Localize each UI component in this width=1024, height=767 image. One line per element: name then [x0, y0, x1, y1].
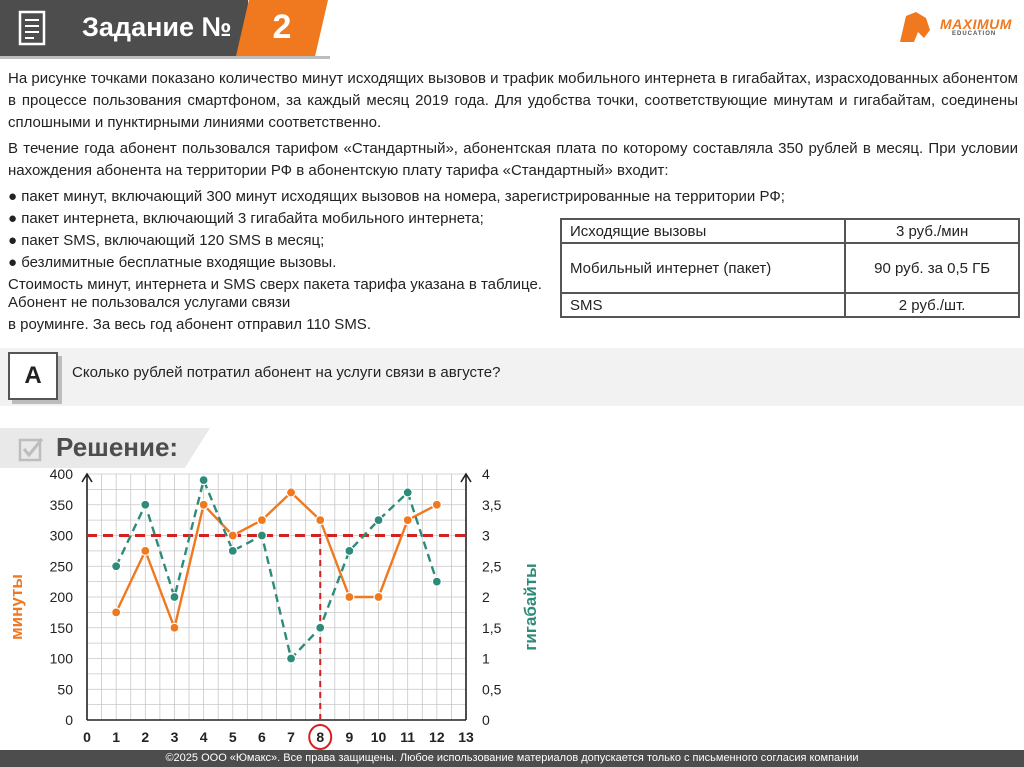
gigabytes-data-point [170, 593, 179, 602]
table-cell-price: 2 руб./шт. [845, 293, 1019, 317]
minutes-data-point [112, 608, 121, 617]
y-left-tick-label: 250 [49, 558, 73, 575]
bullet-sms: ● пакет SMS, включающий 120 SMS в месяц; [8, 232, 325, 249]
y-right-tick-label: 2 [482, 589, 490, 605]
y-right-tick-label: 1,5 [482, 619, 502, 636]
gigabytes-data-point [112, 562, 121, 571]
x-tick-label: 0 [83, 729, 91, 745]
y-right-tick-label: 0 [482, 712, 490, 728]
minutes-data-point [374, 593, 383, 602]
gigabytes-data-point [374, 516, 383, 525]
gigabytes-data-point [228, 546, 237, 555]
x-tick-label: 6 [258, 729, 266, 745]
y-right-tick-label: 3,5 [482, 496, 502, 513]
minutes-data-point [345, 593, 354, 602]
gigabytes-data-point [345, 546, 354, 555]
logo-subtext: EDUCATION [952, 31, 997, 37]
header [0, 0, 1024, 64]
y-right-tick-label: 3 [482, 527, 490, 544]
gigabytes-data-point [432, 577, 441, 586]
minutes-data-point [287, 488, 296, 497]
y-left-tick-label: 400 [49, 466, 73, 482]
checkbox-check-icon [18, 436, 44, 462]
table-cell-price: 3 руб./мин [845, 219, 1019, 243]
tariff-table [560, 218, 1020, 318]
task-title: Задание № [82, 12, 232, 42]
y-left-tick-label: 200 [49, 589, 73, 605]
solution-title: Решение: [56, 432, 179, 462]
bullet-minutes: ● пакет минут, включающий 300 минут исходящих вызовов на номера, зарегистрированные на территории РФ; [8, 188, 785, 205]
x-tick-label: 4 [199, 729, 208, 745]
bullet-internet: ● пакет интернета, включающий 3 гигабайта мобильного интернета; [8, 210, 484, 227]
table-row [561, 293, 1019, 317]
gigabytes-data-point [199, 476, 208, 485]
minutes-data-point [141, 546, 150, 555]
minutes-data-point [199, 500, 208, 509]
gigabytes-data-point [316, 623, 325, 632]
minutes-data-point [257, 516, 266, 525]
x-tick-label: 13 [458, 729, 474, 745]
y-right-tick-label: 1 [482, 650, 490, 667]
bullet-incoming: ● безлимитные бесплатные входящие вызовы. [8, 254, 337, 271]
y-right-axis-label: гигабайты [521, 563, 540, 651]
y-left-tick-label: 0 [65, 712, 73, 728]
y-right-tick-label: 0,5 [482, 681, 502, 698]
table-cell-price: 90 руб. за 0,5 ГБ [845, 243, 1019, 293]
x-tick-label: 12 [429, 729, 445, 745]
table-cell-service: Мобильный интернет (пакет) [561, 243, 845, 293]
tariff-paragraph: В течение года абонент пользовался тарифом «Стандартный», абонентская плата по которому составляла 350 рублей в месяц. При условии нахождения абонента на территории РФ в абонентскую плату тарифа «Стандартный» входит: [8, 140, 1018, 179]
minutes-data-point [432, 500, 441, 509]
intro-paragraph: На рисунке точками показано количество минут исходящих вызовов и трафик мобильного интернета в гигабайтах, израсходованных абонентом в процессе пользования смартфоном, за каждый месяц 2019 года. Для удобства точки, соответствующие минутам и гигабайтам, соединены сплошными и пунктирными линиями соответственно. [8, 70, 1018, 131]
x-tick-label: 5 [228, 729, 237, 745]
y-right-tick-label: 4 [482, 466, 490, 482]
gigabytes-data-point [141, 500, 150, 509]
minutes-data-point [403, 516, 412, 525]
y-left-tick-label: 350 [49, 496, 73, 513]
x-tick-label: 10 [370, 729, 387, 745]
cost-note: Стоимость минут, интернета и SMS сверх пакета тарифа указана в таблице. [8, 276, 542, 293]
logo-text: MAXIMUM [940, 16, 1012, 32]
sms-note: в роуминге. За весь год абонент отправил 110 SMS. [8, 316, 371, 333]
y-left-tick-label: 300 [49, 527, 73, 544]
x-tick-label: 11 [400, 729, 416, 745]
x-tick-label: 2 [141, 729, 150, 745]
y-right-tick-label: 2,5 [482, 558, 502, 575]
document-icon [12, 8, 52, 48]
x-tick-label: 7 [287, 729, 295, 745]
x-tick-label: 8 [316, 729, 325, 745]
x-tick-label: 1 [112, 729, 121, 745]
footer-copyright: ©2025 ООО «Юмакс». Все права защищены. Любое использование материалов допускается только с письменного согласия компании [165, 752, 859, 764]
y-left-axis-label: минуты [7, 574, 26, 640]
task-number: 2 [272, 8, 292, 46]
minutes-data-point [316, 516, 325, 525]
table-row [561, 243, 1019, 293]
y-left-tick-label: 100 [49, 650, 73, 667]
gigabytes-data-point [257, 531, 266, 540]
table-cell-service: SMS [561, 293, 845, 317]
table-row [561, 219, 1019, 243]
roaming-note: Абонент не пользовался услугами связи [8, 294, 291, 311]
table-cell-service: Исходящие вызовы [561, 219, 845, 243]
minutes-data-point [170, 623, 179, 632]
minutes-data-point [228, 531, 237, 540]
y-left-tick-label: 150 [49, 619, 73, 636]
y-left-tick-label: 50 [57, 681, 73, 698]
header-underline [0, 56, 330, 59]
usage-chart [0, 462, 1024, 750]
question-label: А [8, 352, 58, 400]
question-text: Сколько рублей потратил абонент на услуги связи в августе? [72, 364, 501, 381]
x-tick-label: 9 [345, 729, 354, 745]
gigabytes-data-point [287, 654, 296, 663]
x-tick-label: 3 [170, 729, 179, 745]
gigabytes-data-point [403, 488, 412, 497]
